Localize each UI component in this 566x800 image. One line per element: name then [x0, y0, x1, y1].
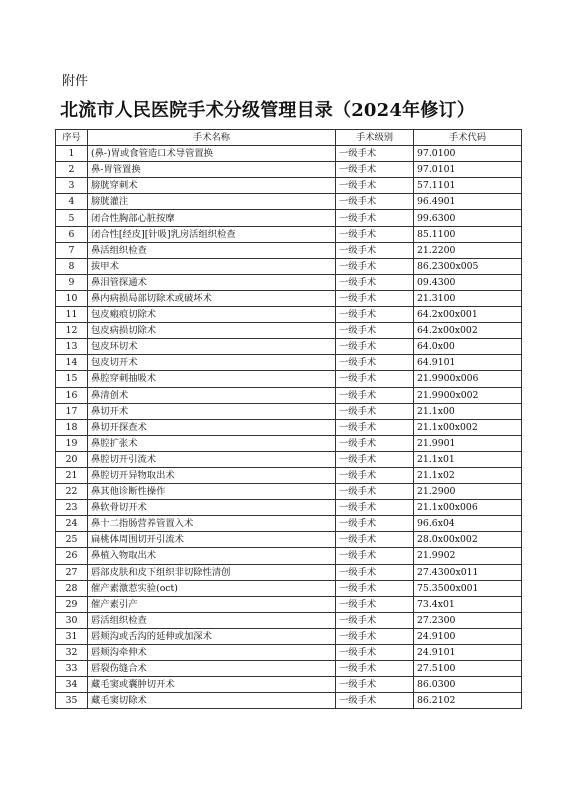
- cell-index: 34: [56, 677, 88, 693]
- table-row: [56, 484, 522, 500]
- cell-surgery-name: 催产素激惹实验(oct): [88, 580, 336, 596]
- cell-index: 2: [56, 162, 88, 178]
- table-row: [56, 210, 522, 226]
- cell-index: 21: [56, 467, 88, 483]
- table-row: [56, 548, 522, 564]
- table-row: [56, 226, 522, 242]
- cell-surgery-level: 一级手术: [336, 564, 414, 580]
- header-surgery-name: 手术名称: [88, 130, 336, 146]
- cell-surgery-level: 一级手术: [336, 323, 414, 339]
- cell-surgery-code: 24.9101: [414, 645, 522, 661]
- cell-surgery-level: 一级手术: [336, 548, 414, 564]
- cell-surgery-level: 一级手术: [336, 467, 414, 483]
- cell-surgery-name: 鼻其他诊断性操作: [88, 484, 336, 500]
- cell-surgery-level: 一级手术: [336, 435, 414, 451]
- cell-surgery-level: 一级手术: [336, 194, 414, 210]
- cell-index: 19: [56, 435, 88, 451]
- cell-surgery-level: 一级手术: [336, 146, 414, 162]
- table-row: [56, 178, 522, 194]
- cell-surgery-level: 一级手术: [336, 580, 414, 596]
- cell-surgery-name: 拔甲术: [88, 258, 336, 274]
- cell-surgery-name: 鼻切开术: [88, 403, 336, 419]
- cell-surgery-code: 97.0100: [414, 146, 522, 162]
- cell-surgery-level: 一级手术: [336, 178, 414, 194]
- cell-surgery-code: 86.2102: [414, 693, 522, 709]
- cell-surgery-code: 21.9901: [414, 435, 522, 451]
- cell-surgery-level: 一级手术: [336, 677, 414, 693]
- table-header-row: [56, 130, 522, 146]
- cell-surgery-code: 64.9101: [414, 355, 522, 371]
- cell-index: 8: [56, 258, 88, 274]
- table-row: [56, 419, 522, 435]
- cell-surgery-name: 闭合性[经皮][针吸]乳房活组织检查: [88, 226, 336, 242]
- cell-surgery-code: 21.9900x006: [414, 371, 522, 387]
- table-row: [56, 693, 522, 709]
- table-row: [56, 451, 522, 467]
- table-row: [56, 339, 522, 355]
- cell-surgery-name: 鼻十二指肠营养管置入术: [88, 516, 336, 532]
- cell-surgery-level: 一级手术: [336, 290, 414, 306]
- table-row: [56, 645, 522, 661]
- cell-surgery-level: 一级手术: [336, 532, 414, 548]
- cell-surgery-code: 21.9902: [414, 548, 522, 564]
- cell-surgery-name: 藏毛窦或囊肿切开术: [88, 677, 336, 693]
- cell-surgery-code: 86.0300: [414, 677, 522, 693]
- cell-surgery-code: 99.6300: [414, 210, 522, 226]
- cell-surgery-code: 21.1x01: [414, 451, 522, 467]
- cell-surgery-name: 唇裂伤缝合术: [88, 661, 336, 677]
- cell-surgery-code: 09.4300: [414, 274, 522, 290]
- header-surgery-level: 手术级别: [336, 130, 414, 146]
- cell-surgery-code: 85.1100: [414, 226, 522, 242]
- table-row: [56, 403, 522, 419]
- cell-surgery-name: 包皮病损切除术: [88, 323, 336, 339]
- cell-index: 13: [56, 339, 88, 355]
- cell-surgery-name: 包皮环切术: [88, 339, 336, 355]
- cell-index: 11: [56, 307, 88, 323]
- table-row: [56, 532, 522, 548]
- cell-surgery-code: 27.2300: [414, 612, 522, 628]
- cell-surgery-level: 一级手术: [336, 387, 414, 403]
- cell-index: 25: [56, 532, 88, 548]
- table-row: [56, 274, 522, 290]
- cell-surgery-level: 一级手术: [336, 693, 414, 709]
- cell-surgery-code: 21.9900x002: [414, 387, 522, 403]
- cell-index: 27: [56, 564, 88, 580]
- table-body: [56, 146, 522, 709]
- cell-index: 26: [56, 548, 88, 564]
- table-row: [56, 467, 522, 483]
- cell-surgery-code: 64.2x00x001: [414, 307, 522, 323]
- cell-surgery-name: 鼻腔切开异物取出术: [88, 467, 336, 483]
- table-row: [56, 516, 522, 532]
- header-surgery-code: 手术代码: [414, 130, 522, 146]
- cell-index: 23: [56, 500, 88, 516]
- cell-index: 4: [56, 194, 88, 210]
- cell-index: 6: [56, 226, 88, 242]
- cell-index: 7: [56, 242, 88, 258]
- cell-surgery-name: 唇活组织检查: [88, 612, 336, 628]
- cell-surgery-level: 一级手术: [336, 645, 414, 661]
- cell-index: 32: [56, 645, 88, 661]
- cell-surgery-code: 96.4901: [414, 194, 522, 210]
- cell-surgery-level: 一级手术: [336, 307, 414, 323]
- cell-index: 16: [56, 387, 88, 403]
- table-row: [56, 628, 522, 644]
- cell-surgery-level: 一级手术: [336, 596, 414, 612]
- cell-surgery-name: 催产素引产: [88, 596, 336, 612]
- cell-index: 29: [56, 596, 88, 612]
- table-row: [56, 371, 522, 387]
- cell-surgery-level: 一级手术: [336, 612, 414, 628]
- cell-surgery-code: 27.4300x011: [414, 564, 522, 580]
- cell-surgery-name: 鼻腔切开引流术: [88, 451, 336, 467]
- cell-surgery-name: 鼻清创术: [88, 387, 336, 403]
- cell-surgery-name: 鼻切开探查术: [88, 419, 336, 435]
- cell-surgery-level: 一级手术: [336, 258, 414, 274]
- cell-index: 33: [56, 661, 88, 677]
- cell-index: 31: [56, 628, 88, 644]
- cell-surgery-level: 一级手术: [336, 516, 414, 532]
- cell-surgery-code: 64.2x00x002: [414, 323, 522, 339]
- document-title: 北流市人民医院手术分级管理目录（2024年修订）: [60, 100, 475, 121]
- cell-index: 24: [56, 516, 88, 532]
- table-row: [56, 564, 522, 580]
- cell-surgery-code: 73.4x01: [414, 596, 522, 612]
- cell-surgery-level: 一级手术: [336, 274, 414, 290]
- header-index: 序号: [56, 130, 88, 146]
- table-row: [56, 162, 522, 178]
- table-row: [56, 355, 522, 371]
- cell-surgery-code: 28.0x00x002: [414, 532, 522, 548]
- cell-surgery-level: 一级手术: [336, 403, 414, 419]
- cell-surgery-name: 包皮切开术: [88, 355, 336, 371]
- cell-surgery-code: 86.2300x005: [414, 258, 522, 274]
- table-row: [56, 307, 522, 323]
- cell-index: 3: [56, 178, 88, 194]
- cell-surgery-code: 57.1101: [414, 178, 522, 194]
- cell-surgery-code: 96.6x04: [414, 516, 522, 532]
- cell-index: 22: [56, 484, 88, 500]
- cell-surgery-level: 一级手术: [336, 162, 414, 178]
- cell-surgery-name: 包皮瘢痕切除术: [88, 307, 336, 323]
- cell-surgery-code: 21.2200: [414, 242, 522, 258]
- cell-surgery-name: 鼻泪管探通术: [88, 274, 336, 290]
- cell-surgery-level: 一级手术: [336, 628, 414, 644]
- cell-index: 30: [56, 612, 88, 628]
- cell-surgery-name: 鼻植入物取出术: [88, 548, 336, 564]
- cell-surgery-level: 一级手术: [336, 500, 414, 516]
- cell-surgery-name: 唇颊沟牵伸术: [88, 645, 336, 661]
- table-row: [56, 242, 522, 258]
- cell-surgery-code: 21.1x00: [414, 403, 522, 419]
- cell-surgery-code: 97.0101: [414, 162, 522, 178]
- table-row: [56, 435, 522, 451]
- cell-index: 35: [56, 693, 88, 709]
- cell-surgery-code: 64.0x00: [414, 339, 522, 355]
- cell-surgery-code: 21.1x00x002: [414, 419, 522, 435]
- table-row: [56, 580, 522, 596]
- table-row: [56, 387, 522, 403]
- cell-surgery-level: 一级手术: [336, 210, 414, 226]
- cell-index: 18: [56, 419, 88, 435]
- cell-index: 14: [56, 355, 88, 371]
- table-row: [56, 596, 522, 612]
- cell-surgery-name: 藏毛窦切除术: [88, 693, 336, 709]
- table-row: [56, 146, 522, 162]
- cell-surgery-name: 鼻腔穿刺抽吸术: [88, 371, 336, 387]
- table-row: [56, 661, 522, 677]
- attachment-label: 附件: [62, 74, 89, 89]
- cell-surgery-level: 一级手术: [336, 371, 414, 387]
- cell-index: 20: [56, 451, 88, 467]
- table-row: [56, 500, 522, 516]
- cell-surgery-name: 闭合性胸部心脏按摩: [88, 210, 336, 226]
- cell-surgery-name: 扁桃体周围切开引流术: [88, 532, 336, 548]
- table-row: [56, 194, 522, 210]
- cell-index: 12: [56, 323, 88, 339]
- table-row: [56, 677, 522, 693]
- cell-surgery-code: 21.3100: [414, 290, 522, 306]
- cell-surgery-code: 21.2900: [414, 484, 522, 500]
- cell-surgery-name: 唇部皮肤和皮下组织非切除性清创: [88, 564, 336, 580]
- cell-surgery-name: 鼻活组织检查: [88, 242, 336, 258]
- table-row: [56, 258, 522, 274]
- cell-surgery-name: 膀胱灌注: [88, 194, 336, 210]
- cell-surgery-name: 膀胱穿刺术: [88, 178, 336, 194]
- cell-surgery-name: 鼻腔扩张术: [88, 435, 336, 451]
- cell-index: 15: [56, 371, 88, 387]
- table-row: [56, 290, 522, 306]
- cell-index: 17: [56, 403, 88, 419]
- cell-surgery-code: 21.1x00x006: [414, 500, 522, 516]
- cell-index: 28: [56, 580, 88, 596]
- cell-surgery-level: 一级手术: [336, 661, 414, 677]
- cell-surgery-level: 一级手术: [336, 419, 414, 435]
- table-row: [56, 323, 522, 339]
- cell-surgery-code: 24.9100: [414, 628, 522, 644]
- table-row: [56, 612, 522, 628]
- cell-index: 10: [56, 290, 88, 306]
- cell-index: 1: [56, 146, 88, 162]
- cell-surgery-code: 75.3500x001: [414, 580, 522, 596]
- cell-surgery-level: 一级手术: [336, 242, 414, 258]
- cell-surgery-code: 27.5100: [414, 661, 522, 677]
- cell-surgery-level: 一级手术: [336, 451, 414, 467]
- cell-surgery-level: 一级手术: [336, 339, 414, 355]
- cell-surgery-name: 鼻软骨切开术: [88, 500, 336, 516]
- cell-index: 9: [56, 274, 88, 290]
- cell-surgery-level: 一级手术: [336, 226, 414, 242]
- cell-surgery-name: 唇颊沟或舌沟的延伸或加深术: [88, 628, 336, 644]
- surgery-table: [55, 129, 522, 709]
- cell-index: 5: [56, 210, 88, 226]
- cell-surgery-code: 21.1x02: [414, 467, 522, 483]
- cell-surgery-name: 鼻-胃管置换: [88, 162, 336, 178]
- cell-surgery-level: 一级手术: [336, 484, 414, 500]
- cell-surgery-name: 鼻内病损局部切除术或破坏术: [88, 290, 336, 306]
- cell-surgery-level: 一级手术: [336, 355, 414, 371]
- cell-surgery-name: (鼻-)胃或食管造口术导管置换: [88, 146, 336, 162]
